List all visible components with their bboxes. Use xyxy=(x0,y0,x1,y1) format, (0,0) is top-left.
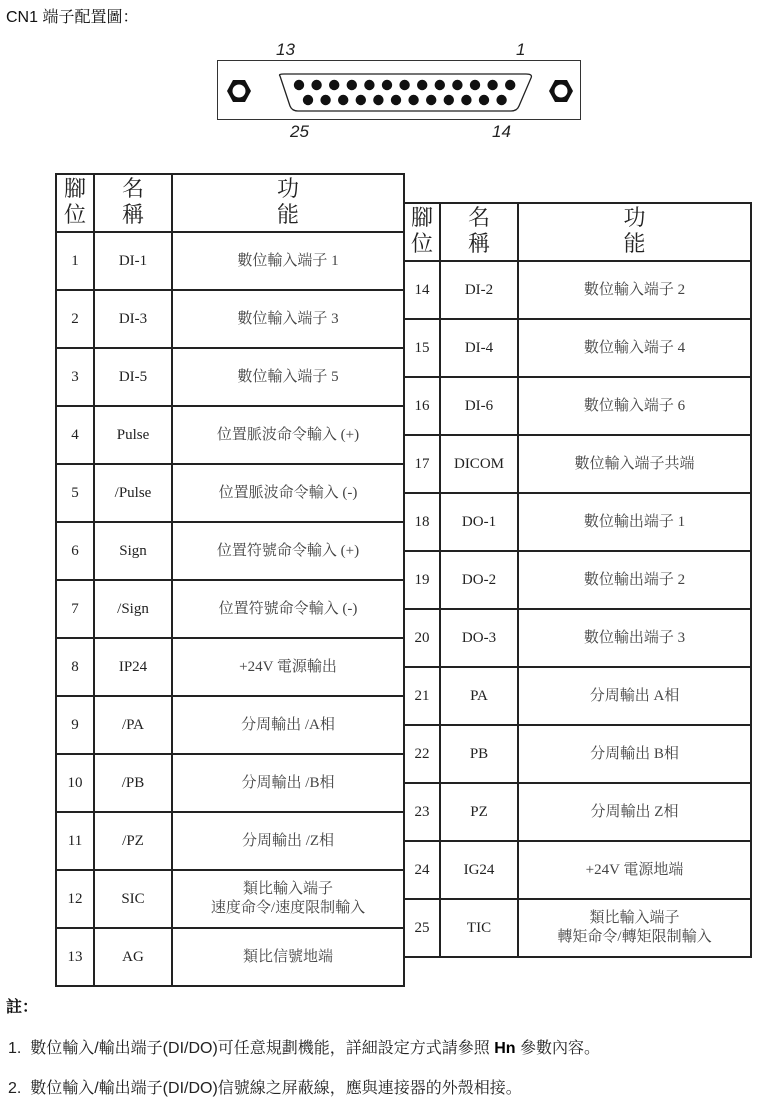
signal-name: /PB xyxy=(94,754,172,812)
pin-number: 11 xyxy=(56,812,94,870)
table-row xyxy=(56,348,404,406)
connector-pin-icon xyxy=(329,80,339,90)
signal-function: 數位輸入端子 2 xyxy=(518,261,751,319)
notes-title: 註： xyxy=(6,999,39,1016)
table-row xyxy=(56,812,404,870)
table-row xyxy=(404,319,751,377)
table-row xyxy=(404,261,751,319)
signal-name: PZ xyxy=(440,783,518,841)
signal-name: DI-6 xyxy=(440,377,518,435)
connector-pin-icon xyxy=(479,95,489,105)
signal-name: IP24 xyxy=(94,638,172,696)
pin-number: 2 xyxy=(56,290,94,348)
table-row xyxy=(56,464,404,522)
connector-pin-icon xyxy=(417,80,427,90)
connector-pin-icon xyxy=(373,95,383,105)
pin-number: 10 xyxy=(56,754,94,812)
connector-pin-icon xyxy=(382,80,392,90)
signal-function: 分周輸出 B相 xyxy=(518,725,751,783)
pin-label-1: 1 xyxy=(516,40,526,59)
header-function: 功 能 xyxy=(172,174,404,232)
signal-name: DO-1 xyxy=(440,493,518,551)
note-1: 1. 數位輸入/輸出端子(DI/DO)可任意規劃機能，詳細設定方式請參照 Hn 參數內容。 xyxy=(8,1040,601,1057)
table-row xyxy=(404,841,751,899)
signal-function: 位置符號命令輸入 (+) xyxy=(172,522,404,580)
signal-name: DO-2 xyxy=(440,551,518,609)
signal-name: PB xyxy=(440,725,518,783)
table-row xyxy=(404,783,751,841)
signal-name: DI-2 xyxy=(440,261,518,319)
signal-name: DI-4 xyxy=(440,319,518,377)
signal-function: 分周輸出 Z相 xyxy=(518,783,751,841)
signal-function: 位置脈波命令輸入 (-) xyxy=(172,464,404,522)
signal-name: TIC xyxy=(440,899,518,957)
pin-number: 6 xyxy=(56,522,94,580)
connector-pin-icon xyxy=(487,80,497,90)
connector-pin-icon xyxy=(426,95,436,105)
signal-name: DI-1 xyxy=(94,232,172,290)
signal-function: 數位輸入端子共端 xyxy=(518,435,751,493)
connector-pin-icon xyxy=(320,95,330,105)
table-row xyxy=(404,551,751,609)
signal-function: 數位輸入端子 6 xyxy=(518,377,751,435)
pin-number: 5 xyxy=(56,464,94,522)
table-row xyxy=(404,899,751,957)
connector-pin-icon xyxy=(505,80,515,90)
signal-name: Sign xyxy=(94,522,172,580)
header-function: 功 能 xyxy=(518,203,751,261)
pin-number: 22 xyxy=(404,725,440,783)
pin-number: 1 xyxy=(56,232,94,290)
connector-pin-icon xyxy=(311,80,321,90)
pin-number: 18 xyxy=(404,493,440,551)
signal-function: 數位輸入端子 3 xyxy=(172,290,404,348)
connector-pin-icon xyxy=(496,95,506,105)
signal-function: +24V 電源輸出 xyxy=(172,638,404,696)
table-row xyxy=(56,522,404,580)
signal-name: DICOM xyxy=(440,435,518,493)
pin-number: 13 xyxy=(56,928,94,986)
signal-function: 數位輸入端子 5 xyxy=(172,348,404,406)
signal-name: Pulse xyxy=(94,406,172,464)
table-row xyxy=(404,493,751,551)
pin-number: 17 xyxy=(404,435,440,493)
table-row xyxy=(56,290,404,348)
connector-pin-icon xyxy=(294,80,304,90)
pin-number: 14 xyxy=(404,261,440,319)
table-row xyxy=(56,928,404,986)
table-row xyxy=(56,870,404,928)
table-row xyxy=(404,667,751,725)
table-row xyxy=(56,580,404,638)
connector-pin-icon xyxy=(444,95,454,105)
signal-function: 分周輸出 A相 xyxy=(518,667,751,725)
connector-pin-icon xyxy=(338,95,348,105)
pin-number: 20 xyxy=(404,609,440,667)
connector-pin-icon xyxy=(399,80,409,90)
signal-name: /PA xyxy=(94,696,172,754)
pin-number: 4 xyxy=(56,406,94,464)
signal-function: 位置脈波命令輸入 (+) xyxy=(172,406,404,464)
table-row xyxy=(56,406,404,464)
signal-function: 分周輸出 /B相 xyxy=(172,754,404,812)
connector-pin-icon xyxy=(364,80,374,90)
signal-function: 分周輸出 /A相 xyxy=(172,696,404,754)
table-row xyxy=(56,754,404,812)
table-row xyxy=(404,435,751,493)
signal-name: /Sign xyxy=(94,580,172,638)
pin-number: 3 xyxy=(56,348,94,406)
signal-function: 類比輸入端子 速度命令/速度限制輸入 xyxy=(172,870,404,928)
pin-label-25: 25 xyxy=(290,122,309,141)
signal-name: SIC xyxy=(94,870,172,928)
header-name: 名 稱 xyxy=(94,174,172,232)
connector-pin-icon xyxy=(470,80,480,90)
table-row xyxy=(404,377,751,435)
signal-function: 數位輸入端子 1 xyxy=(172,232,404,290)
connector-pin-icon xyxy=(452,80,462,90)
connector-pin-icon xyxy=(347,80,357,90)
signal-name: /PZ xyxy=(94,812,172,870)
hex-nut-right-icon xyxy=(548,78,574,104)
signal-name: DO-3 xyxy=(440,609,518,667)
signal-function: 數位輸出端子 2 xyxy=(518,551,751,609)
signal-name: DI-3 xyxy=(94,290,172,348)
header-pin: 腳 位 xyxy=(56,174,94,232)
pin-number: 12 xyxy=(56,870,94,928)
signal-function: 分周輸出 /Z相 xyxy=(172,812,404,870)
table-row xyxy=(404,725,751,783)
connector-body xyxy=(217,60,581,120)
connector-pin-icon xyxy=(391,95,401,105)
connector-pin-icon xyxy=(461,95,471,105)
signal-function: 類比輸入端子 轉矩命令/轉矩限制輸入 xyxy=(518,899,751,957)
table-row xyxy=(56,232,404,290)
signal-function: 類比信號地端 xyxy=(172,928,404,986)
pin-number: 7 xyxy=(56,580,94,638)
signal-name: /Pulse xyxy=(94,464,172,522)
pin-number: 15 xyxy=(404,319,440,377)
pin-number: 19 xyxy=(404,551,440,609)
note-2: 2. 數位輸入/輸出端子(DI/DO)信號線之屏蔽線，應與連接器的外殼相接。 xyxy=(8,1080,522,1097)
signal-function: +24V 電源地端 xyxy=(518,841,751,899)
table-row xyxy=(56,696,404,754)
table-row xyxy=(56,638,404,696)
pin-label-13: 13 xyxy=(276,40,295,59)
pin-number: 23 xyxy=(404,783,440,841)
pin-number: 16 xyxy=(404,377,440,435)
pin-table-left xyxy=(55,173,405,987)
signal-name: IG24 xyxy=(440,841,518,899)
hex-nut-left-icon xyxy=(226,78,252,104)
pin-label-14: 14 xyxy=(492,122,511,141)
page-title: CN1 端子配置圖： xyxy=(6,9,139,26)
pin-number: 21 xyxy=(404,667,440,725)
pin-number: 25 xyxy=(404,899,440,957)
pin-number: 24 xyxy=(404,841,440,899)
signal-function: 數位輸出端子 3 xyxy=(518,609,751,667)
pin-number: 9 xyxy=(56,696,94,754)
signal-name: PA xyxy=(440,667,518,725)
signal-function: 數位輸入端子 4 xyxy=(518,319,751,377)
signal-name: AG xyxy=(94,928,172,986)
signal-function: 數位輸出端子 1 xyxy=(518,493,751,551)
signal-name: DI-5 xyxy=(94,348,172,406)
header-name: 名 稱 xyxy=(440,203,518,261)
pin-table-right xyxy=(403,202,752,958)
header-pin: 腳 位 xyxy=(404,203,440,261)
connector-pin-icon xyxy=(303,95,313,105)
connector-pin-icon xyxy=(435,80,445,90)
table-row xyxy=(404,609,751,667)
dsub-25-shell-icon xyxy=(276,73,534,112)
pin-number: 8 xyxy=(56,638,94,696)
signal-function: 位置符號命令輸入 (-) xyxy=(172,580,404,638)
connector-pin-icon xyxy=(408,95,418,105)
connector-pin-icon xyxy=(356,95,366,105)
